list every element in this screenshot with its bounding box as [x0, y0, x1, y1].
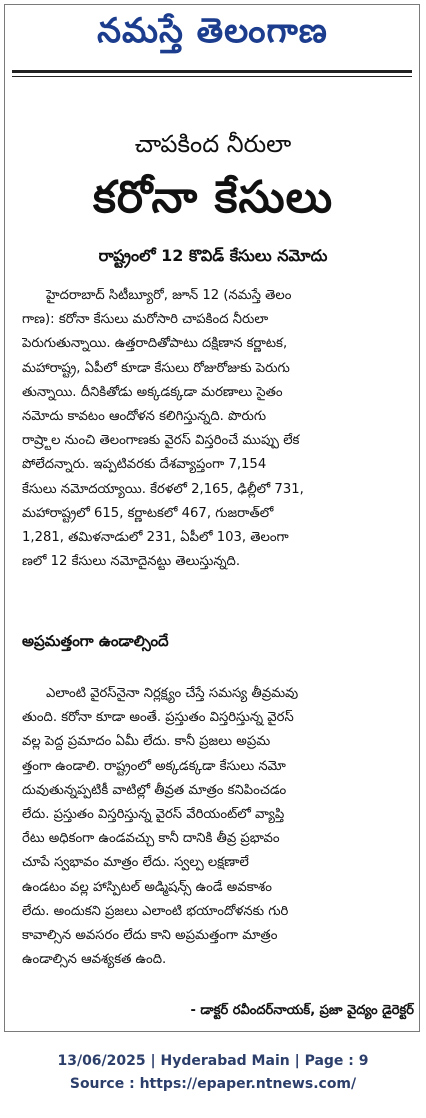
paragraph-line: రేటు అధికంగా ఉండవచ్చు కానీ దానికి తీవ్ర ప్రభావం — [22, 831, 280, 847]
paragraph-line: చూపే స్వభావం మాత్రం లేదు. స్వల్ప లక్షణాలే — [22, 855, 249, 871]
article-kicker: చాపకింద నీరులా — [134, 130, 292, 158]
article-paragraph-1 — [22, 284, 414, 574]
paragraph-line: త్తంగా ఉండాలి. రాష్ట్రంలో అక్కడక్కడా కేసులు నమో — [22, 758, 286, 774]
paragraph-line: మహారాష్ట్రలో 615, కర్ణాటకలో 467, గుజరాత్‌లో — [22, 505, 274, 521]
paragraph-line: ఎలాంటి వైరస్‌నైనా నిర్లక్ష్యం చేస్తే సమస్య తీవ్రమవు — [46, 686, 299, 701]
paragraph-line: నమోదు కావటం ఆందోళన కలిగిస్తున్నది. పొరుగు — [22, 408, 267, 424]
paragraph-line: ఉండాల్సిన ఆవశ్యకత ఉంది. — [22, 952, 167, 968]
article-byline: - డాక్టర్‌ రవీందర్‌నాయక్‌, ప్రజా వైద్యం డైరెక్టర్‌ — [190, 1003, 414, 1018]
paragraph-line: పెరుగుతున్నాయి. ఉత్తరాదితోపాటు దక్షిణాన కర్ణాటక, — [22, 336, 288, 352]
paragraph-line: కేసులు నమోదయ్యాయి. కేరళలో 2,165, ఢిల్లీలో 731, — [22, 481, 304, 497]
paragraph-line: రాష్ర్టాల నుంచి తెలంగాణకు వైరస్‌ విస్తరించే ముప్పు లేక — [22, 433, 300, 449]
paragraph-line: పోలేదన్నారు. ఇప్పటివరకు దేశవ్యాప్తంగా 7,154 — [22, 457, 267, 473]
paragraph-line: గాణ): కరోనా కేసులు మరోసారి చాపకింద నీరులా — [22, 312, 269, 328]
paragraph-line: తుంది. కరోనా కూడా అంతే. ప్రస్తుతం విస్తరిస్తున్న వైరస్‌ — [22, 710, 294, 726]
source-link[interactable]: Source : https://epaper.ntnews.com/ — [69, 1076, 357, 1092]
paragraph-line: మహారాష్ట్ర, ఏపీలో కూడా కేసులు రోజురోజుకు పెరుగు — [22, 360, 290, 376]
article-paragraph-2 — [22, 682, 414, 972]
masthead-rule-thin — [12, 76, 412, 77]
newspaper-masthead: నమస్తే తెలంగాణ — [97, 11, 328, 51]
edition-info: 13/06/2025 | Hyderabad Main | Page : 9 — [57, 1053, 369, 1069]
section-subheading: అప్రమత్తంగా ఉండాల్సిందే — [22, 632, 169, 650]
article-subheadline: రాష్ట్రంలో 12 కొవిడ్‌ కేసులు నమోదు — [98, 246, 328, 265]
paragraph-line: వల్ల పెద్ద ప్రమాదం ఏమీ లేదు. కానీ ప్రజలు అప్రమ — [22, 734, 271, 750]
article-headline: కరోనా కేసులు — [92, 172, 334, 223]
paragraph-line: ణలో 12 కేసులు నమోదైనట్టు తెలుస్తున్నది. — [22, 554, 241, 570]
paragraph-line: లేదు. అందుకని ప్రజలు ఎలాంటి భయాందోళనకు గురి — [22, 903, 289, 919]
paragraph-line: లేదు. ప్రస్తుతం విస్తరిస్తున్న వైరస్‌ వేరియంట్‌లో వ్యాప్తి — [22, 806, 285, 822]
paragraph-line: కావాల్సిన అవసరం లేదు కాని అప్రమత్తంగా మాత్రం — [22, 927, 278, 943]
paragraph-line: దువుతున్నప్పటికీ వాటిల్లో తీవ్రత మాత్రం కనిపించడం — [22, 782, 287, 798]
paragraph-line: హైదరాబాద్‌ సిటీబ్యూరో, జూన్‌ 12 (నమస్తే తెలం — [46, 288, 292, 303]
paragraph-line: ఉండటం వల్ల హాస్పిటల్‌ అడ్మిషన్స్‌ ఉండే అవకాశం — [22, 879, 272, 895]
paragraph-line: తున్నాయి. దీనికితోడు అక్కడక్కడా మరణాలు సైతం — [22, 384, 283, 400]
masthead-rule-thick — [12, 70, 412, 73]
paragraph-line: 1,281, తమిళనాడులో 231, ఏపీలో 103, తెలంగా — [22, 529, 289, 545]
